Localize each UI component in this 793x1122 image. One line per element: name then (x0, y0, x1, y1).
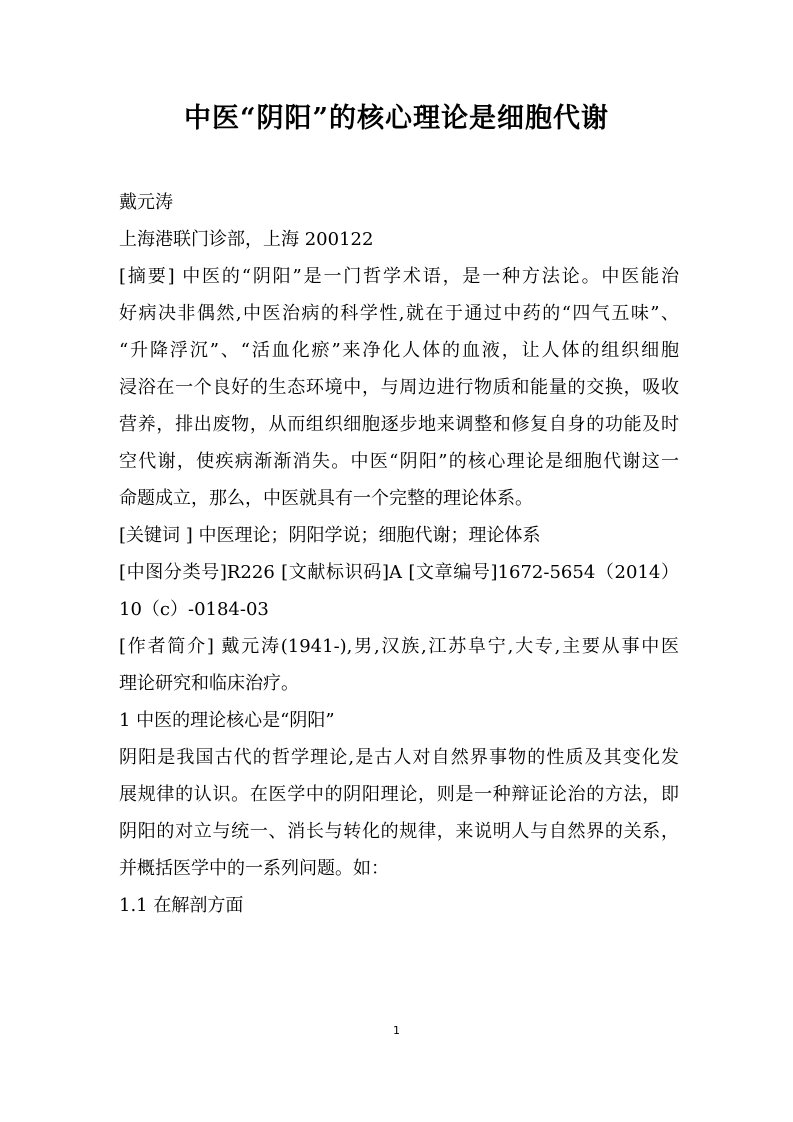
section-paragraph-line: 阴阳的对立与统一、消长与转化的规律，来说明人与自然界的关系， (119, 821, 679, 842)
author-bio-line: 理论研究和临床治疗。 (119, 673, 299, 694)
abstract-line: 营养，排出废物，从而组织细胞逐步地来调整和修复自身的功能及时 (119, 414, 679, 435)
classification-line: [中图分类号]R226 [文献标识码]A [文章编号]1672-5654（2014） (119, 562, 679, 583)
classification-line: 10（c）-0184-03 (119, 599, 269, 620)
keywords-line: [关键词 ] 中医理论；阴阳学说；细胞代谢；理论体系 (119, 525, 541, 546)
author-bio-line: [作者简介] 戴元涛(1941-),男,汉族,江苏阜宁,大专,主要从事中医 (119, 636, 679, 657)
section-paragraph-line: 展规律的认识。在医学中的阴阳理论，则是一种辩证论治的方法，即 (119, 784, 679, 805)
author-affiliation: 上海港联门诊部，上海 200122 (119, 229, 374, 250)
section-paragraph-line: 阴阳是我国古代的哲学理论,是古人对自然界事物的性质及其变化发 (119, 747, 679, 768)
author-name: 戴元涛 (119, 192, 173, 213)
abstract-line: 空代谢，使疾病渐渐消失。中医“阴阳”的核心理论是细胞代谢这一 (119, 451, 679, 472)
abstract-line: 浸浴在一个良好的生态环境中，与周边进行物质和能量的交换，吸收 (119, 377, 679, 398)
abstract-line: 好病决非偶然,中医治病的科学性,就在于通过中药的“四气五味”、 (119, 303, 679, 324)
section-paragraph-line: 并概括医学中的一系列问题。如： (119, 858, 389, 879)
abstract-line: “升降浮沉”、“活血化瘀”来净化人体的血液，让人体的组织细胞 (119, 340, 679, 361)
document-body (119, 184, 679, 924)
subsection-heading: 1.1 在解剖方面 (119, 895, 244, 916)
document-title: 中医“阴阳”的核心理论是细胞代谢 (183, 103, 610, 134)
page-number: 1 (393, 1024, 400, 1037)
abstract-line: 命题成立，那么，中医就具有一个完整的理论体系。 (119, 488, 533, 509)
section-heading: 1 中医的理论核心是“阴阳” (119, 710, 335, 731)
abstract-line: [摘要] 中医的“阴阳”是一门哲学术语，是一种方法论。中医能治 (119, 266, 679, 287)
